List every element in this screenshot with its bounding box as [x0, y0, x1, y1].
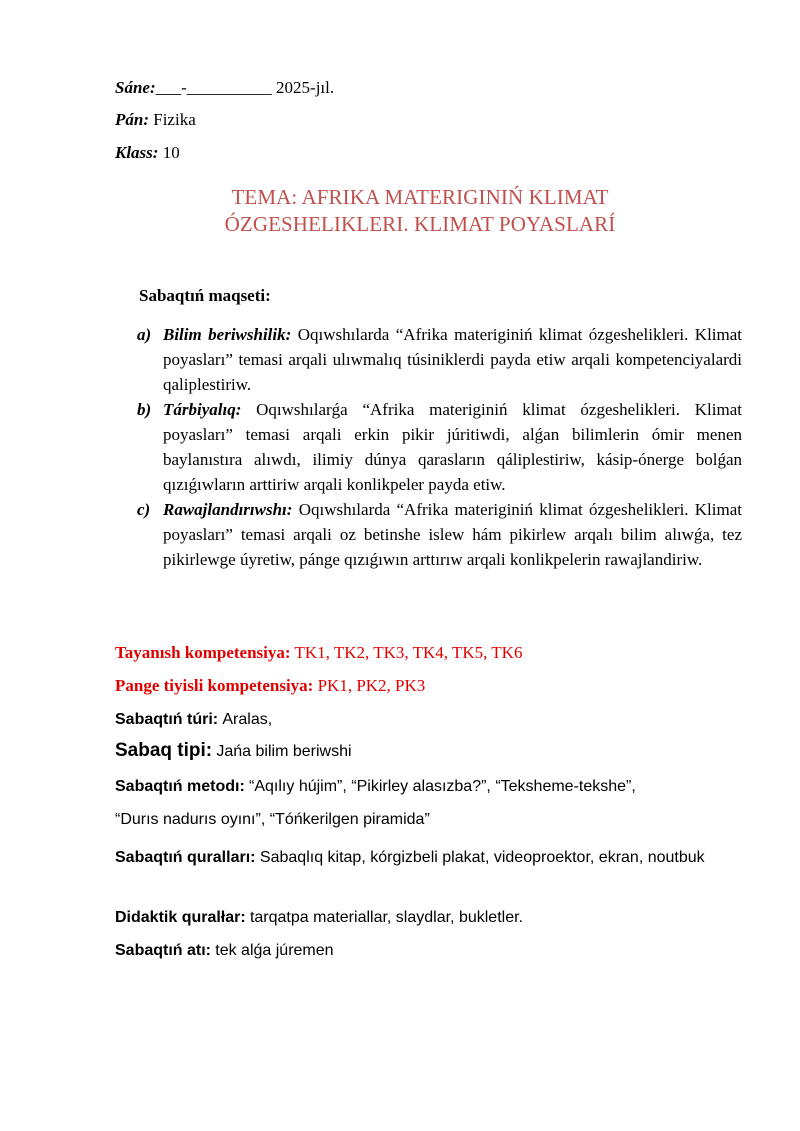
lesson-type-value: Aralas,	[222, 711, 273, 728]
date-label: Sáne:	[115, 78, 156, 97]
didactic-tools-value: tarqatpa materiallar, slaydlar, bukletler.	[249, 909, 523, 926]
didactic-tools	[115, 907, 523, 928]
lesson-type-label: Sabaqtıń túri:	[115, 711, 219, 728]
title-line-1: TEMA: AFRIKA MATERIGINIŃ KLIMAT	[231, 185, 609, 209]
support-competency-value: TK1, TK2, TK3, TK4, TK5, TK6	[294, 643, 523, 662]
lesson-kind-label: Sabaq tipi:	[115, 740, 213, 761]
subject-competency	[115, 676, 425, 696]
goals-list	[137, 322, 742, 572]
goal-item	[137, 497, 742, 572]
goal-label: Tárbiyalıq:	[163, 400, 242, 419]
lesson-kind-value: Jańa bilim beriwshi	[216, 743, 352, 760]
title-line-2: ÓZGESHELIKLERI. KLIMAT POYASLARÍ	[224, 212, 616, 236]
lesson-tools-value: Sabaqlıq kitap, kórgizbeli plakat, videoproektor, ekran, noutbuk	[259, 849, 705, 866]
lesson-motto-label: Sabaqtıń atı:	[115, 942, 212, 959]
lesson-method	[115, 776, 636, 797]
subject-competency-label: Pange tiyisli kompetensiya:	[115, 676, 314, 695]
lesson-motto	[115, 940, 334, 961]
didactic-tools-label: Didaktik quralłar:	[115, 909, 246, 926]
date-line	[115, 78, 334, 98]
support-competency	[115, 643, 522, 663]
class-value: 10	[162, 143, 180, 162]
goal-text: Oqıwshılarda “Afrika materiginiń klimat ózgeshelikleri. Klimat poyasları” temasi arqali oz betinshe islew hám pikirlew arqalı bilim alıwǵa, tez pikirlewge úyretiw, pánge qızıǵıwın arttırıw arqali konlikpelerin rawajlandiriw.	[163, 500, 742, 569]
lesson-type	[115, 709, 272, 730]
goal-text: Oqıwshılarǵa “Afrika materiginiń klimat ózgeshelikleri. Klimat poyasları” temasi arqali erkin pikir júritiwdi, alǵan bilimlerin ómir menen baylanıstıra alıwdı, ilimiy dúnya qarasların qáliplestiriw, kásip-ónerge bolǵan qızıǵıwların arttiriw arqali konlikpeler payda etiw.	[163, 400, 742, 494]
page-title	[115, 184, 725, 238]
subject-label: Pán:	[115, 110, 149, 129]
lesson-method-label: Sabaqtıń metodı:	[115, 778, 245, 795]
goals-heading: Sabaqtıń maqseti:	[139, 286, 271, 305]
lesson-kind	[115, 741, 352, 762]
goal-item	[137, 397, 742, 497]
goal-label: Bilim beriwshilik:	[163, 325, 292, 344]
goal-item	[137, 322, 742, 397]
lesson-method-value-1: “Aqılıy hújim”, “Pikirley alasızba?”, “Teksheme-tekshe”,	[249, 778, 636, 795]
goal-letter: a)	[137, 325, 152, 344]
goal-text: Oqıwshılarda “Afrika materiginiń klimat ózgeshelikleri. Klimat poyasları” temasi arqali ulıwmalıq túsiniklerdi payda etiw arqali kompetenciyalardi qaliplestiriw.	[163, 325, 743, 394]
support-competency-label: Tayanısh kompetensiya:	[115, 643, 291, 662]
subject-line	[115, 110, 196, 130]
date-value: ___-__________ 2025-jıl.	[155, 78, 335, 97]
lesson-motto-value: tek alǵa júremen	[215, 942, 334, 959]
lesson-method-value-2: “Durıs nadurıs oyını”, “Tóńkerilgen piramida”	[115, 811, 430, 828]
lesson-tools	[115, 842, 742, 874]
subject-value: Fizika	[153, 110, 196, 129]
class-line	[115, 143, 180, 163]
goal-label: Rawajlandırıwshı:	[163, 500, 293, 519]
goal-letter: c)	[137, 500, 151, 519]
class-label: Klass:	[115, 143, 159, 162]
lesson-tools-label: Sabaqtıń quralları:	[115, 849, 256, 866]
subject-competency-value: PK1, PK2, PK3	[317, 676, 426, 695]
lesson-method-continued	[115, 809, 430, 830]
goal-letter: b)	[137, 400, 152, 419]
